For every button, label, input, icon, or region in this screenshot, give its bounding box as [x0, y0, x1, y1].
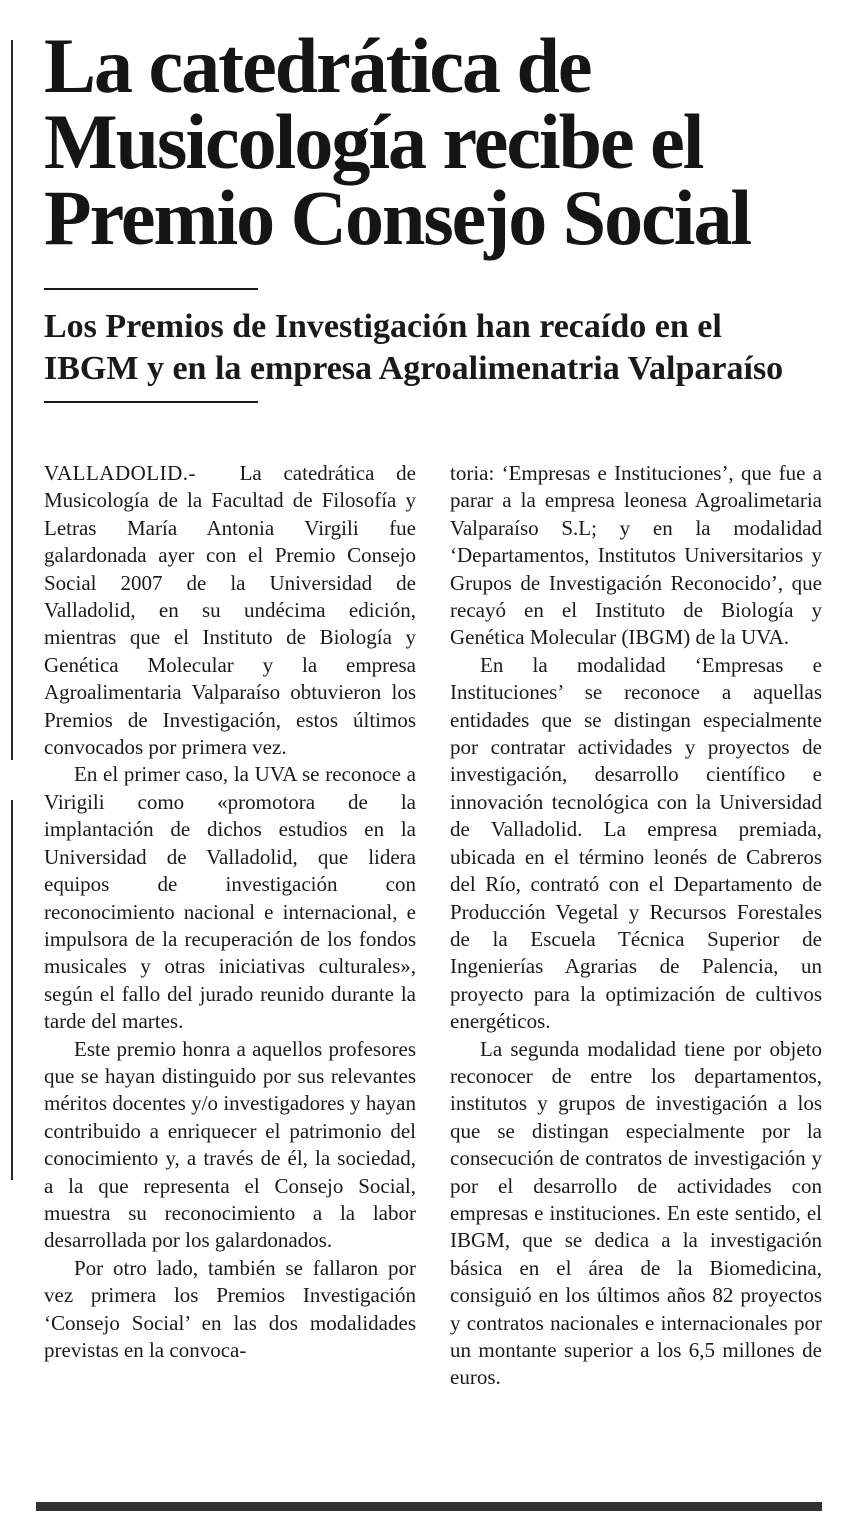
article-paragraph: toria: ‘Empresas e Instituciones’, que fue a parar a la empresa leonesa Agroalimetaria Valparaíso S.L; y en la modalidad ‘Departamentos, Institutos Universitarios y Grupos de Investigación Reconocido’, que recayó en el Instituto de Biología y Genética Molecular (IBGM) de la UVA. [450, 461, 822, 650]
bottom-rule-bar [36, 1502, 822, 1511]
subheadline-bottom-rule [44, 401, 258, 403]
article-paragraph: En el primer caso, la UVA se reconoce a Virigili como «promotora de la implantación de dichos estudios en la Universidad de Valladolid, que lidera equipos de investigación con reconocimiento nacional e internacional, e impulsora de la recuperación de los fondos musicales y otras iniciativas culturales», según el fallo del jurado reunido durante la tarde del martes. [44, 762, 416, 1034]
left-margin-rule [11, 40, 13, 1180]
article-paragraph: En la modalidad ‘Empresas e Instituciones’ se reconoce a aquellas entidades que se distingan especialmente por contratar actividades y proyectos de investigación, desarrollo científico e innovación tecnológica con la Universidad de Valladolid. La empresa premiada, ubicada en el término leonés de Cabreros del Río, contrató con el Departamento de Producción Vegetal y Recursos Forestales de la Escuela Técnica Superior de Ingenierías Agrarias de Palencia, un proyecto para la optimización de cultivos energéticos. [450, 652, 822, 1034]
article-paragraph [44, 460, 416, 761]
article-paragraph: Este premio honra a aquellos profesores que se hayan distinguido por sus relevantes méritos docentes y/o investigadores y hayan contribuido a enriquecer el patrimonio del conocimiento y, a través de él, la sociedad, a la que representa el Consejo Social, muestra su reconocimiento a la labor desarrollada por los galardonados. [44, 1036, 416, 1253]
article-paragraph: Por otro lado, también se fallaron por vez primera los Premios Investigación ‘Consejo Social’ en las dos modalidades previstas en la convoca- [44, 1255, 416, 1362]
article-paragraph: La segunda modalidad tiene por objeto reconocer de entre los departamentos, institutos y grupos de investigación a los que se distingan especialmente por la consecución de contratos de investigación y por el desarrollo de actividades con empresas e instituciones. En este sentido, el IBGM, que se dedica a la investigación básica en el área de la Biomedicina, consiguió en los últimos años 82 proyectos y contratos nacionales e internacionales por un montante superior a los 6,5 millones de euros. [450, 1036, 822, 1390]
article-column-1 [44, 460, 416, 1364]
subheadline-top-rule [44, 288, 258, 290]
paragraph-text: La catedrática de Musicología de la Facultad de Filosofía y Letras María Antonia Virgili fue galardonada ayer con el Premio Consejo Social 2007 de la Universidad de Valladolid, en su undécima edición, mientras que el Instituto de Biología y Genética Molecular y la empresa Agroalimentaria Valparaíso obtuvieron los Premios de Investigación, estos últimos convocados por primera vez. [44, 461, 416, 760]
headline-line-1: La catedrática de [44, 22, 591, 109]
headline [44, 22, 824, 261]
subheadline-line-2: IBGM y en la empresa Agroalimenatria Valparaíso [44, 350, 784, 387]
dateline: VALLADOLID.- [44, 461, 197, 485]
headline-line-2: Musicología recibe el [44, 98, 703, 185]
article-column-2 [450, 460, 822, 1392]
subheadline [44, 306, 834, 390]
headline-line-3: Premio Consejo Social [44, 174, 751, 261]
subheadline-line-1: Los Premios de Investigación han recaído en el [44, 308, 722, 345]
